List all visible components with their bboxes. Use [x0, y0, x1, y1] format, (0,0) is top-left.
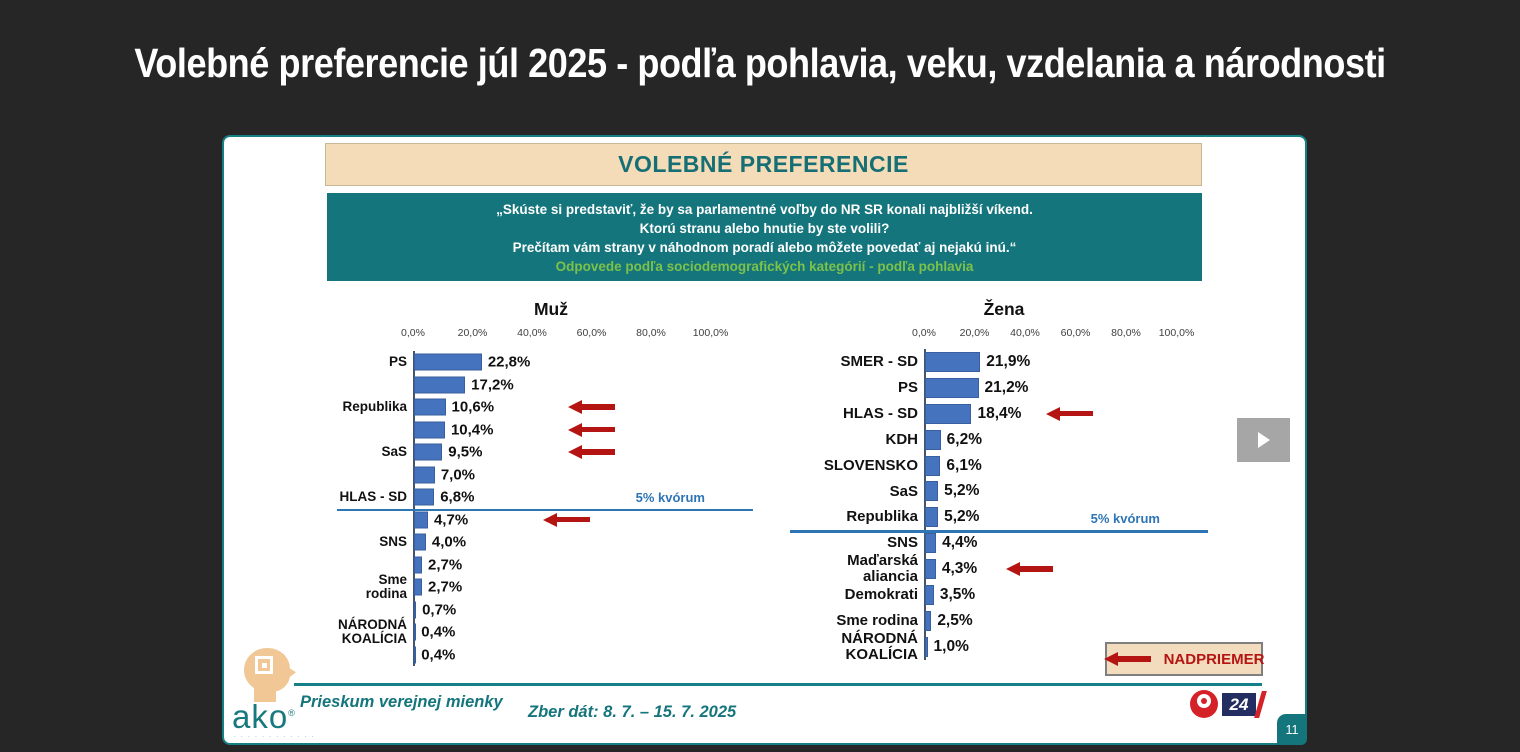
value-label: 2,7%: [428, 578, 463, 596]
above-average-arrow-icon: [568, 399, 616, 415]
bar: [414, 421, 445, 438]
party-label: NÁRODNÁ KOALÍCIA: [841, 630, 918, 663]
bar-row: [788, 552, 1220, 586]
question-box: [327, 193, 1202, 281]
bar-row: [335, 419, 767, 442]
question-line-4: Odpovede podľa sociodemografických kategórií - podľa pohlavia: [555, 259, 974, 274]
bar-row: [788, 401, 1220, 427]
chart-title: Žena: [983, 299, 1025, 319]
party-label: SNS: [379, 534, 407, 550]
bar-row: [335, 531, 767, 554]
bar: [414, 534, 426, 551]
axis-tick: 40,0%: [1010, 327, 1040, 339]
bar: [925, 481, 938, 501]
bar-row: [788, 479, 1220, 505]
value-label: 0,4%: [421, 646, 456, 664]
footer-divider: [294, 683, 1262, 686]
ta3-slash: [1254, 691, 1267, 718]
value-label: 18,4%: [977, 404, 1022, 422]
bar: [925, 378, 979, 398]
value-label: 9,5%: [448, 443, 483, 461]
axis-tick: 20,0%: [959, 327, 990, 339]
x-axis: [788, 327, 1220, 341]
value-label: 6,2%: [946, 430, 982, 448]
bar: [414, 646, 416, 663]
next-button[interactable]: [1237, 418, 1290, 462]
page-number-badge: 11: [1277, 714, 1307, 745]
value-label: 6,1%: [946, 456, 982, 474]
value-label: 21,2%: [984, 378, 1029, 396]
bar: [414, 466, 435, 483]
above-average-arrow-icon: [568, 422, 616, 438]
party-label: HLAS - SD: [843, 404, 918, 422]
party-label: PS: [388, 354, 407, 370]
value-label: 2,5%: [937, 611, 973, 629]
slide: [222, 135, 1307, 745]
value-label: 17,2%: [471, 376, 514, 394]
value-label: 10,6%: [451, 398, 495, 416]
above-average-arrow-icon: [543, 512, 591, 528]
bar-row: [335, 644, 767, 667]
bar-row: [335, 572, 767, 602]
quorum-line: [337, 509, 753, 512]
party-label: [335, 464, 407, 487]
bar: [414, 579, 422, 596]
bar-row: [788, 349, 1220, 375]
axis-tick: 100,0%: [692, 327, 729, 339]
value-label: 6,8%: [440, 488, 475, 506]
footer-dates: Zber dát: 8. 7. – 15. 7. 2025: [528, 703, 737, 721]
axis-tick: 0,0%: [401, 327, 425, 339]
bar-row: [788, 453, 1220, 479]
ta3-24-badge: 24: [1222, 693, 1256, 716]
bar: [925, 559, 936, 579]
party-label: SNS: [887, 534, 918, 552]
party-label: [335, 509, 407, 532]
ako-brand: ako®: [232, 698, 296, 735]
question-line-2: Ktorú stranu alebo hnutie by ste volili?: [639, 221, 890, 236]
axis-tick: 100,0%: [1158, 327, 1195, 339]
ta3-swirl-icon: [1190, 690, 1218, 718]
bar: [414, 511, 428, 528]
axis-tick: 20,0%: [457, 327, 488, 339]
ako-brand-sub: · · · · · · · · · · · ·: [234, 734, 316, 740]
party-label: Republika: [342, 399, 407, 415]
bar: [925, 404, 971, 424]
value-label: 10,4%: [450, 421, 494, 439]
value-label: 1,0%: [933, 637, 969, 655]
quorum-label: 5% kvórum: [1090, 511, 1160, 527]
above-average-arrow-icon: [1104, 651, 1152, 667]
x-axis: [335, 327, 767, 341]
party-label: SMER - SD: [840, 353, 918, 371]
page-title: [0, 40, 1520, 87]
party-label: HLAS - SD: [339, 489, 407, 505]
party-label: Sme rodina: [365, 572, 407, 602]
ta3-24-logo: [1190, 688, 1266, 722]
above-average-arrow-icon: [1006, 561, 1054, 577]
bar-row: [788, 375, 1220, 401]
value-label: 21,9%: [986, 352, 1031, 370]
party-label: Demokrati: [844, 586, 918, 604]
bar: [925, 637, 928, 657]
bar: [414, 354, 482, 371]
bar-row: [335, 374, 767, 397]
value-label: 4,0%: [431, 533, 467, 551]
value-label: 0,4%: [421, 623, 456, 641]
bar-row: [335, 617, 767, 647]
party-label: SLOVENSKO: [823, 456, 918, 474]
bar: [414, 489, 434, 506]
bar-row: [335, 396, 767, 419]
bar: [414, 556, 422, 573]
play-icon: [1258, 432, 1270, 448]
party-label: SaS: [381, 444, 407, 460]
bar: [925, 585, 934, 605]
chart-muz: [335, 297, 767, 687]
party-label: [335, 374, 407, 397]
axis-tick: 80,0%: [1111, 327, 1141, 339]
footer-tagline: Prieskum verejnej mienky: [300, 693, 503, 711]
party-label: Sme rodina: [836, 612, 918, 630]
bar: [925, 352, 980, 372]
value-label: 4,7%: [433, 511, 469, 529]
bar: [414, 399, 446, 416]
value-label: 2,7%: [428, 556, 463, 574]
bar: [414, 601, 416, 618]
above-average-arrow-icon: [568, 444, 616, 460]
bar-row: [335, 351, 767, 374]
value-label: 4,4%: [942, 534, 978, 552]
chart-zena: [788, 297, 1220, 687]
question-line-3: Prečítam vám strany v náhodnom poradí alebo môžete povedať aj nejakú inú.“: [512, 240, 1017, 255]
value-label: 0,7%: [422, 601, 457, 619]
axis-tick: 60,0%: [576, 327, 607, 339]
question-line-1: „Skúste si predstaviť, že by sa parlamentné voľby do NR SR konali najbližší víkend.: [496, 202, 1033, 217]
party-label: PS: [897, 378, 918, 396]
bar: [925, 430, 941, 450]
value-label: 4,3%: [941, 560, 978, 578]
axis-tick: 80,0%: [636, 327, 666, 339]
party-label: [335, 644, 407, 667]
nadpriemer-legend: [1105, 642, 1263, 676]
party-label: NÁRODNÁ KOALÍCIA: [338, 617, 407, 647]
bar: [925, 507, 938, 527]
bar: [414, 624, 416, 641]
axis-tick: 60,0%: [1060, 327, 1091, 339]
slide-header-text: VOLEBNÉ PREFERENCIE: [618, 151, 909, 177]
party-label: [335, 419, 407, 442]
bar-row: [335, 464, 767, 487]
bar: [414, 444, 442, 461]
party-label: Republika: [846, 508, 918, 526]
bar: [925, 611, 931, 631]
bar-row: [788, 427, 1220, 453]
bar: [925, 456, 940, 476]
page-title-text: Volebné preferencie júl 2025 - podľa pohlavia, veku, vzdelania a národnosti: [134, 40, 1386, 86]
party-label: SaS: [889, 482, 918, 500]
value-label: 5,2%: [944, 508, 980, 526]
bar-row: [335, 509, 767, 532]
bar-row: [788, 582, 1220, 608]
party-label: KDH: [885, 430, 918, 448]
bar: [414, 376, 465, 393]
nadpriemer-label: NADPRIEMER: [1163, 650, 1265, 668]
value-label: 5,2%: [944, 482, 980, 500]
axis-tick: 40,0%: [517, 327, 547, 339]
party-label: Maďarská aliancia: [847, 552, 918, 586]
ako-head-icon: [240, 648, 300, 704]
axis-tick: 0,0%: [912, 327, 936, 339]
value-label: 3,5%: [939, 586, 976, 604]
slide-header: [325, 143, 1202, 186]
quorum-label: 5% kvórum: [635, 489, 705, 505]
bar: [925, 533, 936, 553]
quorum-line: [790, 530, 1208, 533]
value-label: 22,8%: [487, 353, 531, 371]
chart-title: Muž: [533, 299, 569, 319]
above-average-arrow-icon: [1046, 406, 1094, 422]
value-label: 7,0%: [440, 466, 476, 484]
bar-row: [335, 441, 767, 464]
